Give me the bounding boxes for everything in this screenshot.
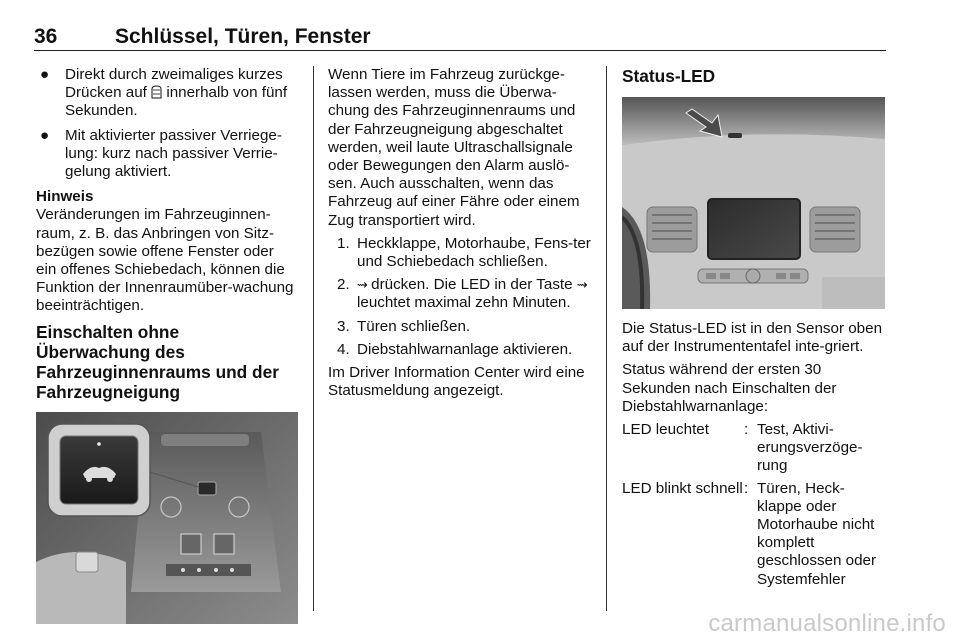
column-middle — [328, 66, 592, 405]
list-item: 4. Diebstahlwarnanlage aktivieren. — [337, 340, 573, 358]
watermark: carmanualsonline.info — [708, 610, 946, 637]
page-title: Schlüssel, Türen, Fenster — [115, 25, 371, 48]
list-item: ● Mit aktivierter passiver Verriege-lung: kurz nach passiver Verrie-gelung aktiviert. — [40, 126, 282, 181]
list-item: ● Direkt durch zweimaliges kurzes Drücken auf innerhalb von fünf Sekunden. — [40, 66, 288, 120]
page-number: 36 — [34, 25, 58, 48]
dashboard-illustration — [622, 97, 885, 309]
column-left — [36, 66, 298, 624]
tailgate-icon — [151, 85, 162, 99]
list-item: 1. Heckklappe, Motorhaube, Fens-ter und Schiebedach schließen. — [337, 234, 591, 271]
vehicle-alarm-icon: ⇝ — [576, 277, 587, 293]
note-title: Hinweis — [36, 188, 94, 206]
column-divider — [606, 66, 607, 611]
section-heading: Status-LED — [622, 66, 716, 86]
intro-paragraph: Wenn Tiere im Fahrzeug zurückge-lassen werden, muss die Überwa-chung des Fahrzeuginnenraums und der Fahrzeugneigung abgeschaltet werden, weil laute Ultraschallsignale oder Bewegungen den Alarm auslö-sen. Auch ausschalten, wenn das Fahrzeug auf einer Fähre oder einem Zug transportiert wird. — [328, 66, 580, 229]
table-row: LED leuchtet : Test, Aktivi-erungsverzöge-rung — [622, 421, 863, 475]
led-description: Die Status-LED ist in den Sensor oben auf der Instrumententafel inte-griert. — [622, 320, 883, 356]
overhead-console-illustration — [36, 412, 298, 624]
vehicle-alarm-icon: ⇝ — [357, 277, 367, 293]
column-right — [622, 66, 887, 593]
column-divider — [313, 66, 314, 611]
list-item: 3. Türen schließen. — [337, 317, 471, 335]
table-row: LED blinkt schnell : Türen, Heck-klappe oder Motorhaube nicht komplett geschlossen oder Systemfehler — [622, 479, 877, 588]
outro-paragraph: Im Driver Information Center wird eine Statusmeldung angezeigt. — [328, 364, 585, 400]
status-intro: Status während der ersten 30 Sekunden nach Einschalten der Diebstahlwarnanlage: — [622, 361, 837, 415]
note-text: Veränderungen im Fahrzeuginnen-raum, z. B. das Anbringen von Sitz-bezügen sowie offene Fenster oder ein offenes Schiebedach, können die Funktion der Innenraumüber-wachung beeinträchtigen. — [36, 206, 294, 315]
list-item: 2. ⇝ drücken. Die LED in der Taste ⇝ leuchtet maximal zehn Minuten. — [337, 276, 587, 312]
section-heading: Einschalten ohne Überwachung des Fahrzeuginnenraums und der Fahrzeugneigung — [36, 321, 279, 402]
page-header — [34, 26, 886, 51]
